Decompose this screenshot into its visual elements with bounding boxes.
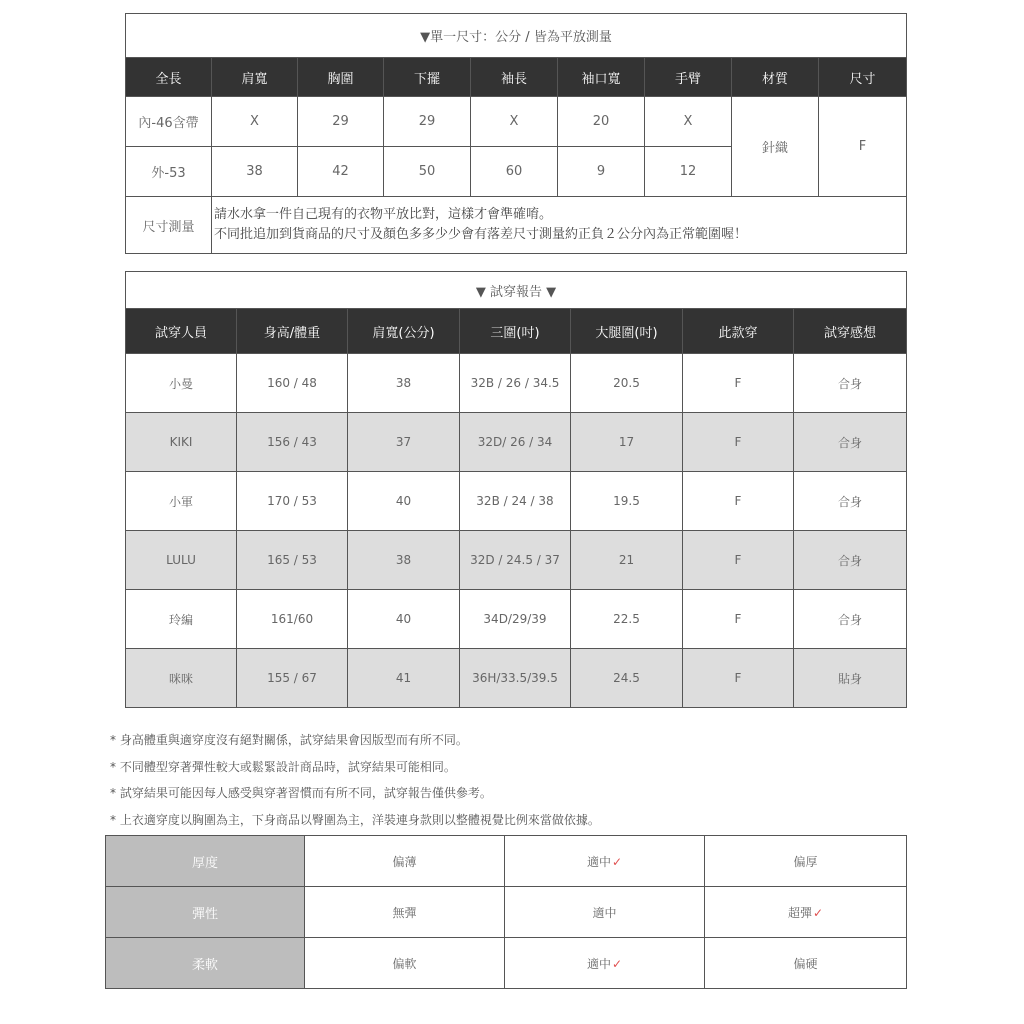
fabric-row — [106, 887, 907, 938]
size-cell: X — [212, 97, 298, 147]
fit-cell: 合身 — [794, 590, 907, 649]
header-cell: 袖長 — [471, 58, 558, 97]
fit-cell: 165 / 53 — [237, 531, 348, 590]
table-row — [126, 354, 907, 413]
size-cell: X — [471, 97, 558, 147]
table-row — [126, 472, 907, 531]
fit-cell: 小曼 — [126, 354, 237, 413]
fit-cell: F — [683, 649, 794, 708]
note-item: * 身高體重與適穿度沒有絕對關係，試穿結果會因版型而有所不同。 — [110, 733, 468, 747]
fit-cell: 40 — [348, 472, 460, 531]
size-cell: 9 — [558, 147, 645, 197]
note-item: * 不同體型穿著彈性較大或鬆緊設計商品時，試穿結果可能相同。 — [110, 759, 456, 774]
check-icon: ✓ — [611, 956, 623, 971]
size-cell: 外-53 — [126, 147, 212, 197]
size-cell: 38 — [212, 147, 298, 197]
fit-cell: 155 / 67 — [237, 649, 348, 708]
fit-cell: 貼身 — [794, 649, 907, 708]
fit-cell: F — [683, 531, 794, 590]
option-text: 偏薄 — [392, 854, 417, 869]
fabric-option — [305, 887, 505, 938]
fabric-option — [505, 887, 705, 938]
size-cell: 12 — [645, 147, 732, 197]
size-row-inner — [126, 97, 907, 147]
size-table-caption: ▼單一尺寸：公分 / 皆為平放測量 — [126, 14, 907, 58]
size-cell: 內-46含帶 — [126, 97, 212, 147]
note-item: * 上衣適穿度以胸圍為主，下身商品以臀圍為主，洋裝連身款則以整體視覺比例來當做依據。 — [110, 812, 600, 827]
header-cell: 肩寬 — [212, 58, 298, 97]
header-cell: 身高/體重 — [237, 309, 348, 354]
fit-cell: 小軍 — [126, 472, 237, 531]
fabric-label: 柔軟 — [106, 938, 305, 989]
fit-cell: 37 — [348, 413, 460, 472]
fit-cell: 160 / 48 — [237, 354, 348, 413]
fit-cell: F — [683, 590, 794, 649]
header-cell: 手臂 — [645, 58, 732, 97]
option-text: 超彈 — [787, 905, 812, 920]
fit-cell: 32D/ 26 / 34 — [460, 413, 571, 472]
fit-cell: LULU — [126, 531, 237, 590]
size-cell: 29 — [298, 97, 384, 147]
fabric-label: 厚度 — [106, 836, 305, 887]
fit-cell: 36H/33.5/39.5 — [460, 649, 571, 708]
fit-cell: F — [683, 472, 794, 531]
fabric-option — [705, 836, 907, 887]
check-icon: ✓ — [611, 854, 623, 869]
fabric-option — [705, 887, 907, 938]
fit-cell: 156 / 43 — [237, 413, 348, 472]
header-cell: 試穿感想 — [794, 309, 907, 354]
fit-cell: 170 / 53 — [237, 472, 348, 531]
note-line: 請水水拿一件自己現有的衣物平放比對，這樣才會準確唷。 — [214, 207, 553, 222]
fit-notes — [110, 727, 910, 833]
size-cell: 29 — [384, 97, 471, 147]
check-icon: ✓ — [812, 905, 824, 920]
fit-cell: 32B / 24 / 38 — [460, 472, 571, 531]
fit-cell: 41 — [348, 649, 460, 708]
fit-cell: 24.5 — [571, 649, 683, 708]
fit-report-caption: ▼ 試穿報告 ▼ — [126, 272, 907, 309]
fabric-option — [705, 938, 907, 989]
fit-cell: KIKI — [126, 413, 237, 472]
header-cell: 全長 — [126, 58, 212, 97]
table-row — [126, 590, 907, 649]
header-cell: 大腿圍(吋) — [571, 309, 683, 354]
fit-cell: 32D / 24.5 / 37 — [460, 531, 571, 590]
size-cell: 20 — [558, 97, 645, 147]
size-cell: 50 — [384, 147, 471, 197]
table-row — [126, 413, 907, 472]
fit-cell: 38 — [348, 531, 460, 590]
fit-cell: 20.5 — [571, 354, 683, 413]
header-cell: 試穿人員 — [126, 309, 237, 354]
fit-cell: 161/60 — [237, 590, 348, 649]
header-cell: 三圍(吋) — [460, 309, 571, 354]
option-text: 適中 — [586, 854, 611, 869]
fabric-option — [505, 836, 705, 887]
note-item: * 試穿結果可能因每人感受與穿著習慣而有所不同，試穿報告僅供參考。 — [110, 786, 492, 800]
header-cell: 肩寬(公分) — [348, 309, 460, 354]
header-cell: 袖口寬 — [558, 58, 645, 97]
fit-cell: 17 — [571, 413, 683, 472]
fit-cell: 合身 — [794, 531, 907, 590]
fabric-option — [305, 836, 505, 887]
fit-cell: 38 — [348, 354, 460, 413]
option-text: 偏厚 — [793, 854, 818, 869]
option-text: 偏軟 — [392, 956, 417, 971]
header-cell: 此款穿 — [683, 309, 794, 354]
size-cell: 42 — [298, 147, 384, 197]
header-cell: 下擺 — [384, 58, 471, 97]
header-cell: 尺寸 — [819, 58, 907, 97]
table-row — [126, 531, 907, 590]
option-text: 適中 — [592, 905, 617, 920]
size-value-cell: F — [819, 97, 907, 197]
size-cell: 60 — [471, 147, 558, 197]
fit-cell: 40 — [348, 590, 460, 649]
fit-cell: 19.5 — [571, 472, 683, 531]
fabric-table — [105, 835, 907, 989]
material-cell: 針織 — [732, 97, 819, 197]
fit-report-table — [125, 271, 907, 708]
header-cell: 材質 — [732, 58, 819, 97]
fit-cell: F — [683, 413, 794, 472]
fabric-option — [505, 938, 705, 989]
option-text: 偏硬 — [793, 956, 818, 971]
fit-cell: F — [683, 354, 794, 413]
note-text — [212, 197, 907, 254]
table-row — [126, 649, 907, 708]
fit-cell: 21 — [571, 531, 683, 590]
fit-cell: 32B / 26 / 34.5 — [460, 354, 571, 413]
fit-cell: 22.5 — [571, 590, 683, 649]
note-line: 不同批追加到貨商品的尺寸及顏色多多少少會有落差尺寸測量約正負２公分內為正常範圍喔！ — [214, 227, 748, 242]
header-cell: 胸圍 — [298, 58, 384, 97]
fit-cell: 合身 — [794, 354, 907, 413]
fit-cell: 34D/29/39 — [460, 590, 571, 649]
fabric-option — [305, 938, 505, 989]
option-text: 無彈 — [392, 905, 417, 920]
note-label: 尺寸測量 — [126, 197, 212, 254]
fit-cell: 合身 — [794, 472, 907, 531]
fit-cell: 合身 — [794, 413, 907, 472]
fit-cell: 咪咪 — [126, 649, 237, 708]
fabric-row — [106, 938, 907, 989]
size-table — [125, 13, 907, 254]
fabric-row — [106, 836, 907, 887]
option-text: 適中 — [586, 956, 611, 971]
size-note-row — [126, 197, 907, 254]
fabric-label: 彈性 — [106, 887, 305, 938]
size-cell: X — [645, 97, 732, 147]
fit-cell: 玲編 — [126, 590, 237, 649]
